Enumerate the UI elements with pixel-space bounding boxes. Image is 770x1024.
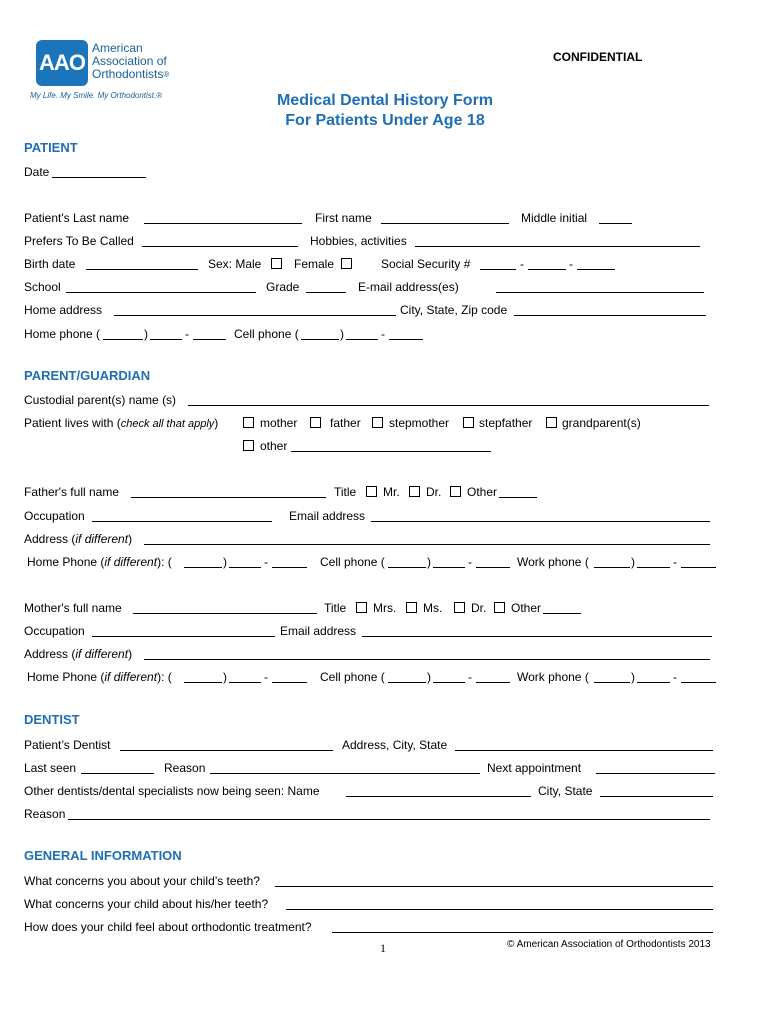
lives-with-father-checkbox[interactable] [310,417,321,428]
home-phone-area-field[interactable] [103,339,143,340]
father-work-phone-line-field[interactable] [681,567,716,568]
section-parent-heading: PARENT/GUARDIAN [24,368,151,383]
ssn-field-2[interactable] [528,269,566,270]
question-1-label: What concerns you about your child’s teeth? [24,874,260,888]
birth-date-label: Birth date [24,257,76,271]
city-state-zip-label: City, State, Zip code [400,303,508,317]
home-phone-label: Home phone ( [24,327,101,341]
custodial-field[interactable] [188,405,709,406]
school-label: School [24,280,61,294]
next-appointment-field[interactable] [596,773,715,774]
father-name-field[interactable] [131,497,326,498]
school-field[interactable] [66,292,256,293]
mother-occupation-label: Occupation [24,624,85,638]
aao-logo-mark: AAO [36,40,88,86]
mother-cell-phone-paren: ) [427,670,431,684]
other-dentists-reason-field[interactable] [68,819,710,820]
father-mr-checkbox[interactable] [366,486,377,497]
lives-with-grandparents-label: grandparent(s) [562,416,641,430]
city-state-zip-field[interactable] [514,315,706,316]
home-phone-paren: ) [144,327,148,341]
copyright-notice: © American Association of Orthodontists 2013 [507,939,711,950]
mother-ms-label: Ms. [423,601,443,615]
middle-initial-field[interactable] [599,223,632,224]
mother-dr-label: Dr. [471,601,487,615]
question-3-label: How does your child feel about orthodontic treatment? [24,920,312,934]
mother-home-phone-label: Home Phone (if different): ( [27,670,172,684]
page-number: 1 [380,941,386,955]
other-dentists-name-field[interactable] [346,796,531,797]
mother-name-field[interactable] [133,613,317,614]
mother-other-field[interactable] [543,613,581,614]
question-1-field[interactable] [275,886,713,887]
father-work-phone-label: Work phone ( [517,555,589,569]
ssn-label: Social Security # [381,257,471,271]
cell-phone-label: Cell phone ( [234,327,299,341]
home-address-label: Home address [24,303,103,317]
mother-work-phone-label: Work phone ( [517,670,589,684]
father-home-phone-paren: ) [223,555,227,569]
middle-initial-label: Middle initial [521,211,588,225]
sex-male-checkbox[interactable] [271,258,282,269]
cell-phone-line-field[interactable] [389,339,423,340]
mother-cell-phone-line-field[interactable] [476,682,510,683]
confidential-label: CONFIDENTIAL [553,50,643,64]
hobbies-label: Hobbies, activities [310,234,407,248]
father-email-field[interactable] [371,521,710,522]
mother-other-label: Other [511,601,542,615]
lives-with-other-checkbox[interactable] [243,440,254,451]
section-patient-heading: PATIENT [24,140,78,155]
father-address-field[interactable] [144,544,710,545]
question-3-field[interactable] [332,932,713,933]
sex-female-checkbox[interactable] [341,258,352,269]
father-home-phone-area-field[interactable] [184,567,222,568]
ssn-field-1[interactable] [480,269,516,270]
last-name-label: Patient's Last name [24,211,130,225]
date-label: Date [24,165,50,179]
dentist-address-label: Address, City, State [342,738,448,752]
mother-name-label: Mother's full name [24,601,122,615]
father-occupation-label: Occupation [24,509,85,523]
father-title-label: Title [334,485,357,499]
home-address-field[interactable] [114,315,396,316]
father-other-field[interactable] [499,497,537,498]
mother-occupation-field[interactable] [92,636,275,637]
home-phone-prefix-field[interactable] [150,339,182,340]
mother-home-phone-line-field[interactable] [272,682,307,683]
father-email-label: Email address [289,509,366,523]
cell-phone-area-field[interactable] [301,339,339,340]
home-phone-line-field[interactable] [193,339,226,340]
section-general-heading: GENERAL INFORMATION [24,848,182,863]
lives-with-label: Patient lives with (check all that apply) [24,416,219,430]
mother-work-phone-dash: - [673,670,677,684]
hobbies-field[interactable] [415,246,700,247]
dentist-address-field[interactable] [455,750,713,751]
father-cell-phone-dash: - [468,555,472,569]
father-cell-phone-line-field[interactable] [476,567,510,568]
grade-field[interactable] [306,292,346,293]
ssn-field-3[interactable] [577,269,615,270]
patients-dentist-label: Patient’s Dentist [24,738,111,752]
lives-with-stepmother-checkbox[interactable] [372,417,383,428]
father-dr-checkbox[interactable] [409,486,420,497]
prefers-label: Prefers To Be Called [24,234,134,248]
question-2-field[interactable] [286,909,713,910]
lives-with-mother-label: mother [260,416,298,430]
prefers-field[interactable] [142,246,298,247]
father-name-label: Father's full name [24,485,119,499]
father-mr-label: Mr. [383,485,400,499]
father-work-phone-paren: ) [631,555,635,569]
sex-male-label: Sex: Male [208,257,262,271]
date-field[interactable] [52,177,146,178]
ssn-dash-2: - [569,257,573,271]
aao-logo-text [92,42,169,81]
father-work-phone-area-field[interactable] [594,567,630,568]
mother-home-phone-paren: ) [223,670,227,684]
other-dentists-city-label: City, State [538,784,593,798]
father-occupation-field[interactable] [92,521,272,522]
question-2-label: What concerns your child about his/her teeth? [24,897,269,911]
mother-other-checkbox[interactable] [494,602,505,613]
lives-with-father-label: father [330,416,361,430]
sex-female-label: Female [294,257,335,271]
mother-title-label: Title [324,601,347,615]
last-name-field[interactable] [144,223,302,224]
mother-home-phone-area-field[interactable] [184,682,222,683]
first-name-field[interactable] [381,223,509,224]
lives-with-other-field[interactable] [291,451,491,452]
birth-date-field[interactable] [86,269,198,270]
mother-work-phone-paren: ) [631,670,635,684]
mother-ms-checkbox[interactable] [406,602,417,613]
aao-tagline: My Life. My Smile. My Orthodontist.® [30,91,163,100]
father-cell-phone-area-field[interactable] [388,567,426,568]
mother-work-phone-area-field[interactable] [594,682,630,683]
mother-home-phone-dash: - [264,670,268,684]
other-dentists-city-field[interactable] [600,796,713,797]
cell-phone-dash: - [381,327,385,341]
father-cell-phone-label: Cell phone ( [320,555,385,569]
father-other-label: Other [467,485,498,499]
ssn-dash-1: - [520,257,524,271]
other-dentists-label: Other dentists/dental specialists now being seen: Name [24,784,320,798]
father-dr-label: Dr. [426,485,442,499]
father-work-phone-dash: - [673,555,677,569]
dentist-reason-label: Reason [164,761,206,775]
first-name-label: First name [315,211,372,225]
mother-address-label: Address (if different) [24,647,133,661]
father-work-phone-prefix-field[interactable] [637,567,670,568]
form-subtitle: For Patients Under Age 18 [285,112,485,129]
mother-email-field[interactable] [362,636,712,637]
org-line-3: Orthodontists® [92,67,170,81]
father-other-checkbox[interactable] [450,486,461,497]
mother-dr-checkbox[interactable] [454,602,465,613]
mother-mrs-checkbox[interactable] [356,602,367,613]
cell-phone-paren: ) [340,327,344,341]
mother-cell-phone-dash: - [468,670,472,684]
form-title: Medical Dental History Form [276,92,494,109]
mother-work-phone-line-field[interactable] [681,682,716,683]
email-field[interactable] [496,292,704,293]
father-home-phone-prefix-field[interactable] [229,567,261,568]
home-phone-dash: - [185,327,189,341]
lives-with-grandparents-checkbox[interactable] [546,417,557,428]
lives-with-other-label: other [260,439,288,453]
email-label: E-mail address(es) [358,280,459,294]
last-seen-label: Last seen [24,761,77,775]
other-dentists-reason-label: Reason [24,807,66,821]
lives-with-mother-checkbox[interactable] [243,417,254,428]
grade-label: Grade [266,280,300,294]
last-seen-field[interactable] [81,773,154,774]
father-address-label: Address (if different) [24,532,133,546]
section-dentist-heading: DENTIST [24,712,80,727]
father-cell-phone-prefix-field[interactable] [433,567,465,568]
mother-email-label: Email address [280,624,357,638]
cell-phone-prefix-field[interactable] [346,339,378,340]
lives-with-stepmother-label: stepmother [389,416,450,430]
org-line-2: Association of [92,54,167,68]
custodial-label: Custodial parent(s) name (s) [24,393,177,407]
father-home-phone-line-field[interactable] [272,567,307,568]
dentist-reason-field[interactable] [210,773,480,774]
mother-cell-phone-prefix-field[interactable] [433,682,465,683]
mother-cell-phone-label: Cell phone ( [320,670,385,684]
mother-address-field[interactable] [144,659,710,660]
mother-mrs-label: Mrs. [373,601,397,615]
lives-with-stepfather-checkbox[interactable] [463,417,474,428]
org-line-1: American [92,41,143,55]
mother-work-phone-prefix-field[interactable] [637,682,670,683]
lives-with-stepfather-label: stepfather [479,416,533,430]
patients-dentist-field[interactable] [120,750,333,751]
mother-home-phone-prefix-field[interactable] [229,682,261,683]
father-home-phone-label: Home Phone (if different): ( [27,555,172,569]
father-home-phone-dash: - [264,555,268,569]
father-cell-phone-paren: ) [427,555,431,569]
mother-cell-phone-area-field[interactable] [388,682,426,683]
next-appointment-label: Next appointment [487,761,582,775]
